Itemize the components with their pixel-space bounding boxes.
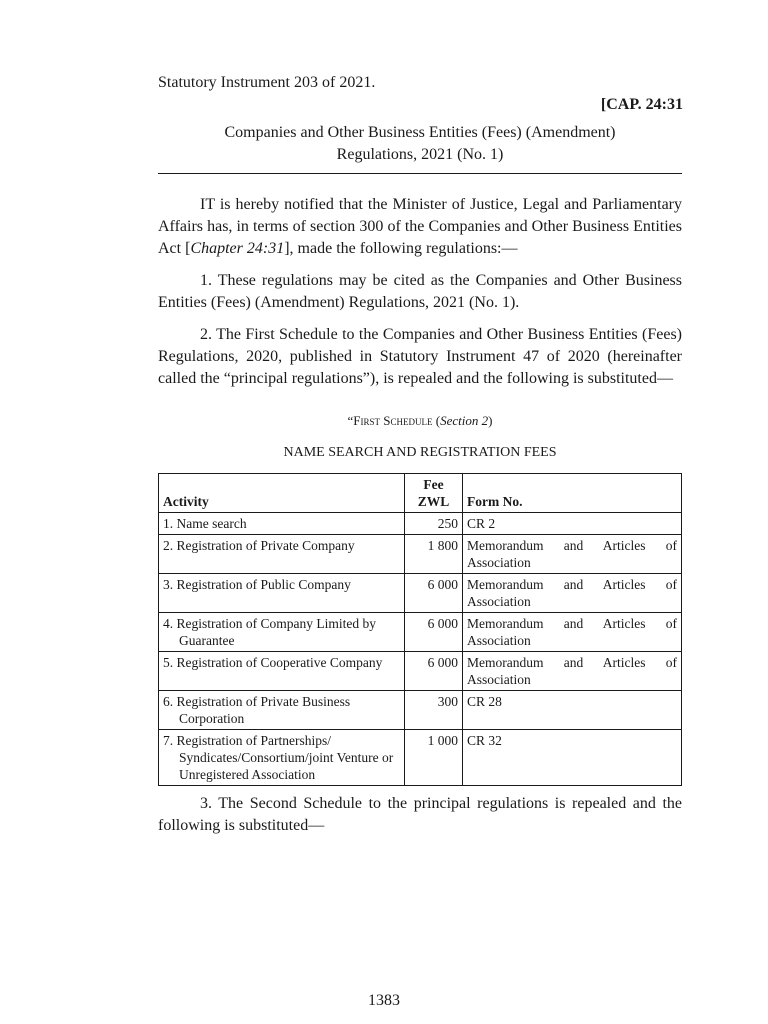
row-form: Memorandum and Articles of Association xyxy=(463,574,682,613)
header-fee xyxy=(405,474,463,513)
row-form: Memorandum and Articles of Association xyxy=(463,652,682,691)
regulation-title-line1: Companies and Other Business Entities (Fees) (Amendment) xyxy=(224,124,616,141)
schedule-section-ref: Section 2 xyxy=(440,413,489,428)
section-1: 1. These regulations may be cited as the Companies and Other Business Entities (Fees) (Amendment) Regulations, 2021 (No. 1). xyxy=(158,272,682,311)
intro-chapter-italic: Chapter 24:31 xyxy=(190,240,285,257)
row-activity: 3. Registration of Public Company xyxy=(159,574,405,613)
table-row xyxy=(159,613,682,652)
fees-table xyxy=(158,473,682,786)
instrument-number: Statutory Instrument 203 of 2021. xyxy=(158,74,376,91)
page-number: 1383 xyxy=(368,992,400,1009)
table-row xyxy=(159,574,682,613)
schedule-open-quote: “ xyxy=(347,413,354,428)
intro-paragraph xyxy=(158,194,682,260)
schedule-name: First Schedule xyxy=(353,413,433,428)
row-form: CR 28 xyxy=(463,691,682,730)
schedule-paren-close: ) xyxy=(488,413,493,428)
row-form: Memorandum and Articles of Association xyxy=(463,613,682,652)
row-activity: 4. Registration of Company Limited by Guarantee xyxy=(159,613,405,652)
row-activity: 1. Name search xyxy=(159,513,405,535)
regulation-title-line2: Regulations, 2021 (No. 1) xyxy=(336,146,504,163)
row-form: Memorandum and Articles of Association xyxy=(463,535,682,574)
section-3: 3. The Second Schedule to the principal regulations is repealed and the following is substituted— xyxy=(158,795,682,834)
row-fee: 1 800 xyxy=(405,535,463,574)
row-activity: 7. Registration of Partnerships/ Syndicates/Consortium/joint Venture or Unregistered Association xyxy=(159,730,405,786)
row-activity: 6. Registration of Private Business Corporation xyxy=(159,691,405,730)
row-activity: 2. Registration of Private Company xyxy=(159,535,405,574)
document-page xyxy=(158,72,682,837)
schedule-heading xyxy=(158,412,682,430)
table-header-row xyxy=(159,474,682,513)
schedule-paren-open: ( xyxy=(432,413,441,428)
header-fee-line1: Fee xyxy=(423,477,444,492)
row-fee: 300 xyxy=(405,691,463,730)
table-row xyxy=(159,535,682,574)
row-fee: 250 xyxy=(405,513,463,535)
row-fee: 6 000 xyxy=(405,574,463,613)
row-form: CR 32 xyxy=(463,730,682,786)
section-2: 2. The First Schedule to the Companies and Other Business Entities (Fees) Regulations, 2020, published in Statutory Instrument 47 of 2020 (hereinafter called the “principal regulations”), is repealed and the following is substituted— xyxy=(158,326,682,387)
intro-text-after: ], made the following regulations:— xyxy=(284,240,518,257)
table-row xyxy=(159,513,682,535)
chapter-reference: [CAP. 24:31 xyxy=(600,96,683,113)
title-divider xyxy=(158,173,682,174)
table-row xyxy=(159,730,682,786)
header-activity: Activity xyxy=(159,474,405,513)
table-row xyxy=(159,652,682,691)
regulation-title xyxy=(158,122,682,166)
fees-table-title: NAME SEARCH AND REGISTRATION FEES xyxy=(283,445,557,460)
intro-text-before: IT is hereby notified that the Minister of Justice, Legal and Parliamentary Affairs has, in terms of section 300 of the Companies and Other Business Entities Act [ xyxy=(158,196,682,257)
row-fee: 6 000 xyxy=(405,613,463,652)
row-fee: 6 000 xyxy=(405,652,463,691)
row-form: CR 2 xyxy=(463,513,682,535)
row-activity: 5. Registration of Cooperative Company xyxy=(159,652,405,691)
row-fee: 1 000 xyxy=(405,730,463,786)
table-row xyxy=(159,691,682,730)
header-fee-line2: ZWL xyxy=(417,494,450,509)
header-form: Form No. xyxy=(463,474,682,513)
